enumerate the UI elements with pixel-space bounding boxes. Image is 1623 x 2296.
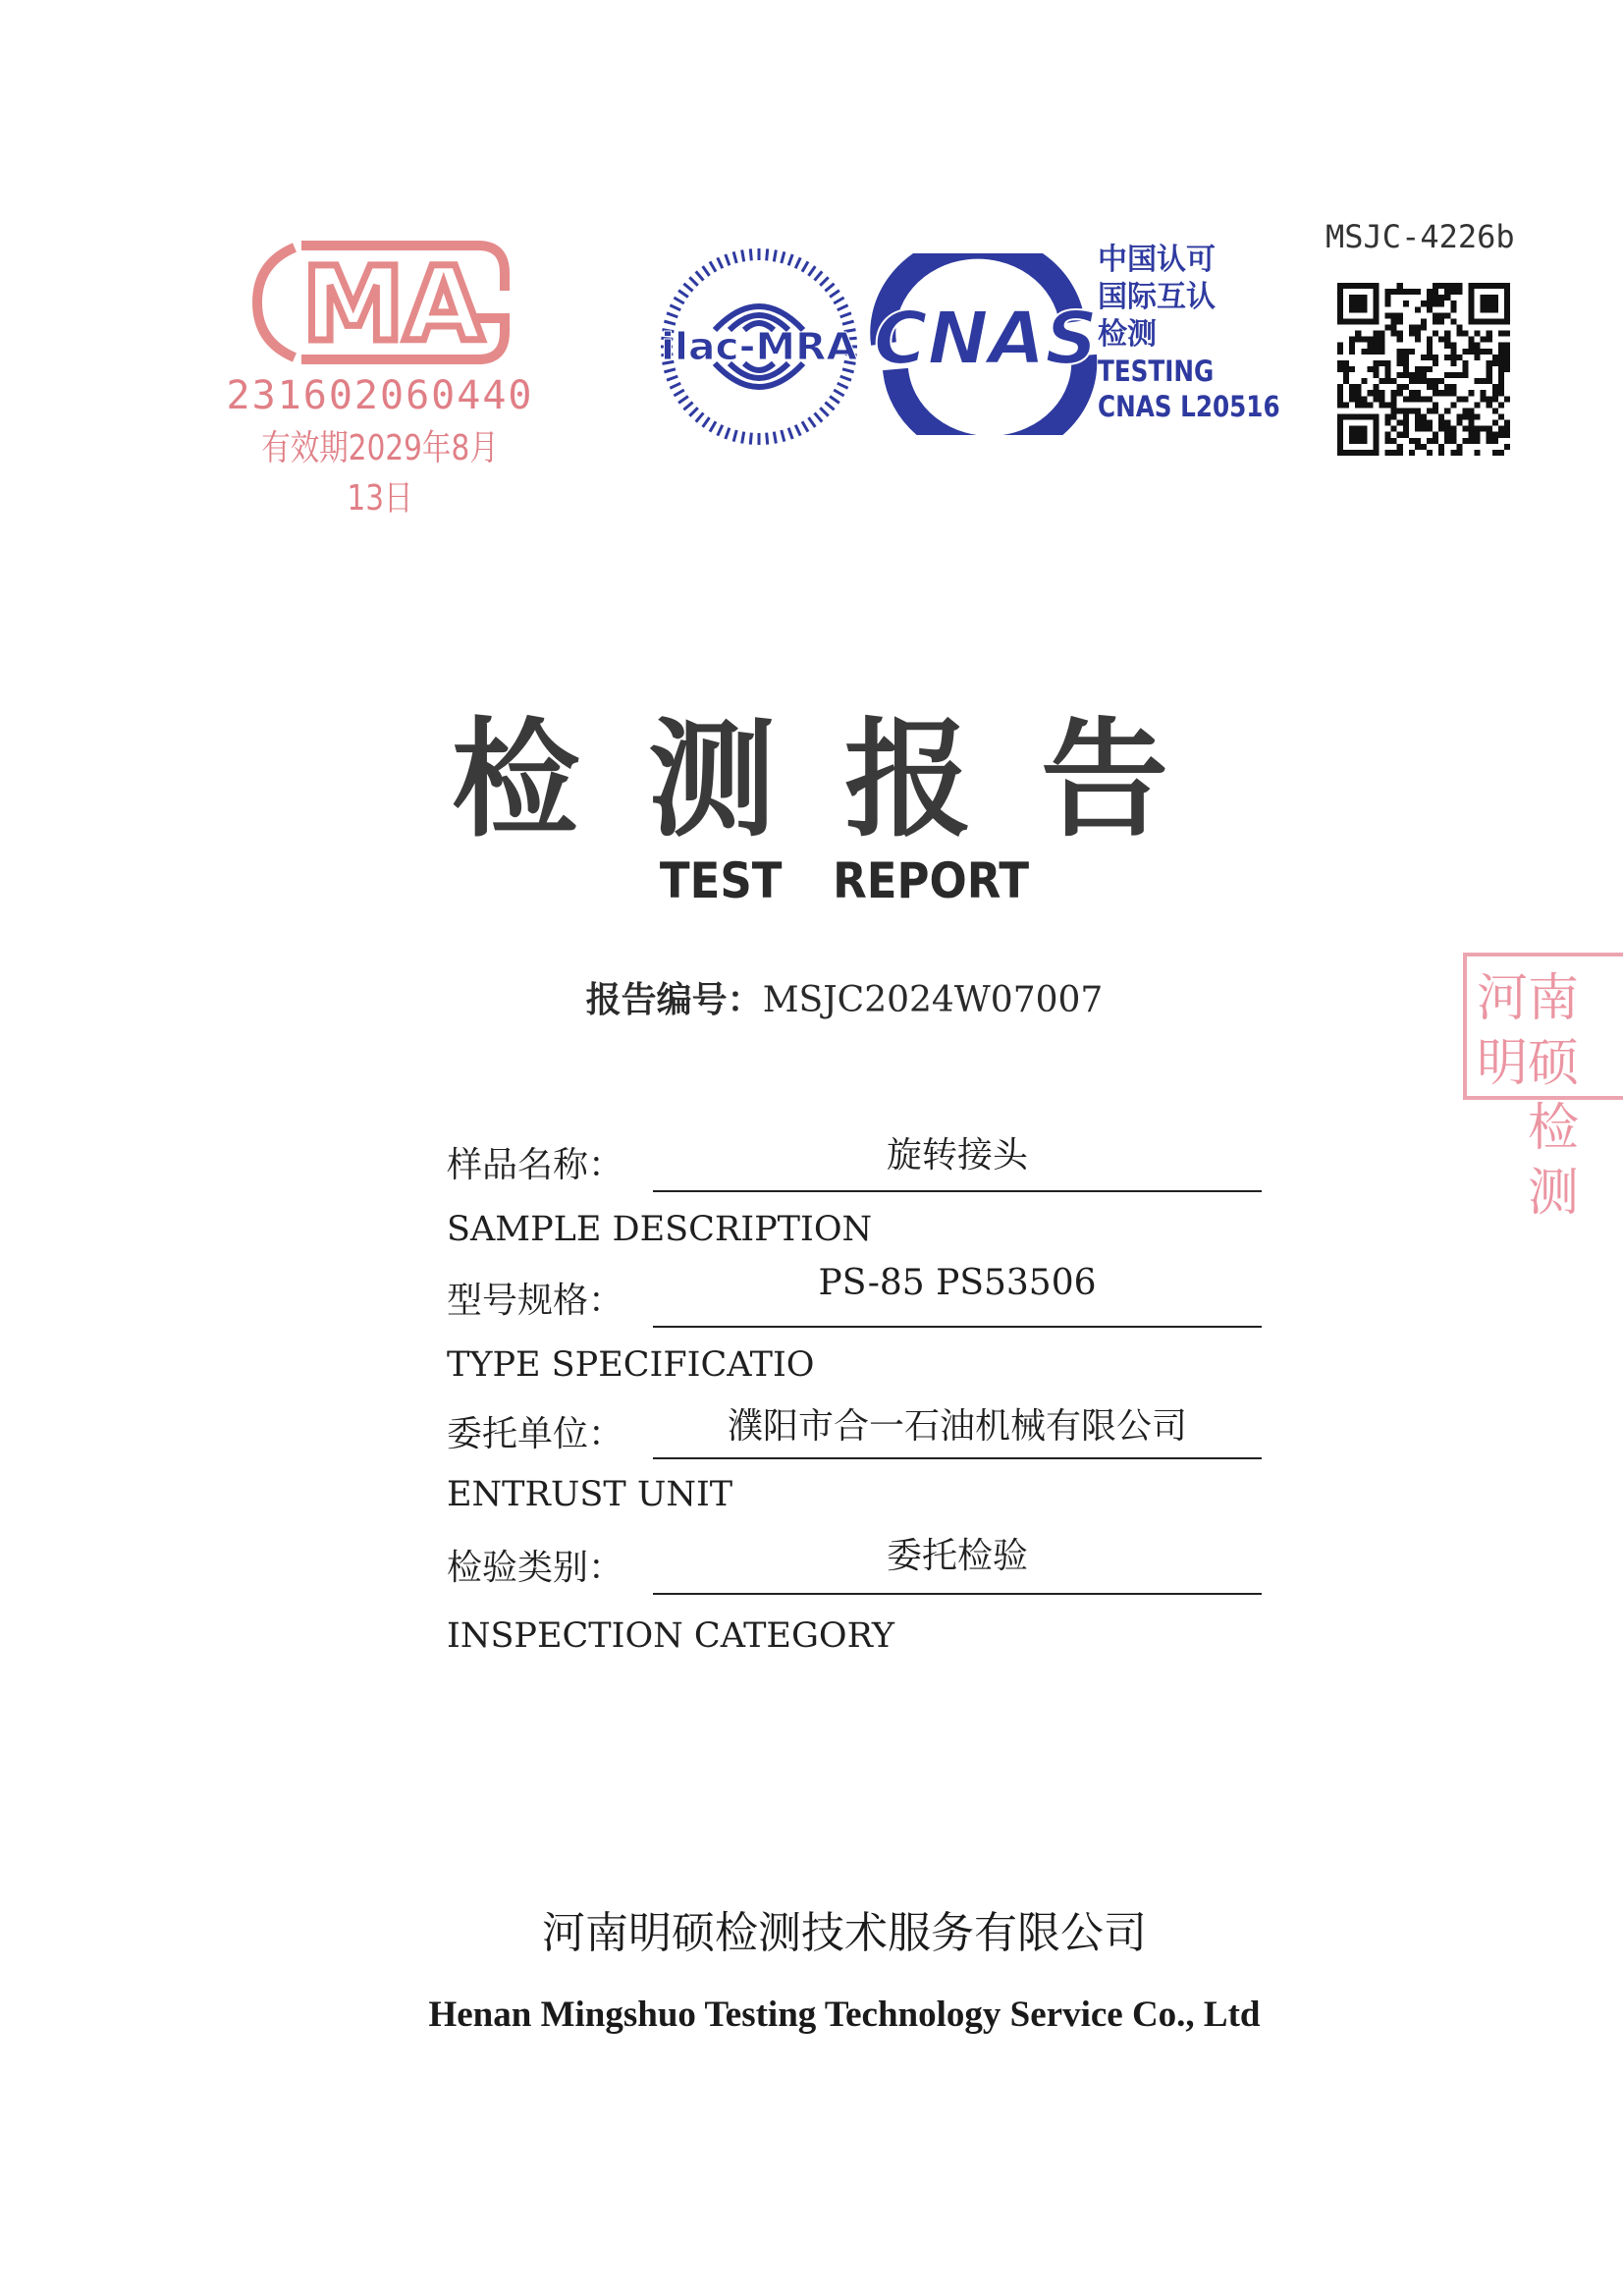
seal-line-2: 检测	[1528, 1099, 1580, 1223]
field-label-inspection-type: 检验类别：	[447, 1548, 624, 1588]
field-underline	[653, 1457, 1262, 1459]
field-en-type-specification: TYPE SPECIFICATIO	[447, 1345, 815, 1385]
cma-cert-number: 231602060440	[226, 373, 534, 418]
field-en-sample-description: SAMPLE DESCRIPTION	[447, 1210, 873, 1249]
cma-mark	[218, 234, 542, 519]
cnas-line-cn-2: 国际互认	[1098, 280, 1216, 314]
field-label-model: 型号规格：	[447, 1281, 624, 1321]
ilac-mra-logo-icon	[656, 244, 862, 450]
field-underline	[653, 1190, 1262, 1192]
report-number	[0, 972, 1623, 1022]
company-name-chinese: 河南明硕检测技术服务有限公司	[542, 1908, 1147, 1958]
ilac-mark-text: ilac-MRA	[661, 325, 858, 368]
company-name-english: Henan Mingshuo Testing Technology Service Co., Ltd	[428, 1995, 1261, 2035]
report-number-label: 报告编号：	[585, 980, 763, 1020]
document-code: MSJC-4226b	[1325, 218, 1515, 255]
cnas-line-number: CNAS L20516	[1098, 390, 1280, 423]
field-label-sample-name: 样品名称：	[447, 1145, 624, 1185]
cnas-logo-text: CNAS	[874, 297, 1098, 381]
cnas-line-cn-3: 检测	[1098, 317, 1157, 352]
field-value-model: PS-85 PS53506	[818, 1263, 1097, 1303]
title-chinese: 检测报告	[451, 704, 1237, 854]
field-value-sample-name: 旋转接头	[886, 1135, 1028, 1175]
qr-code-icon	[1337, 283, 1510, 456]
cnas-accreditation-text	[1098, 242, 1280, 424]
field-underline	[653, 1593, 1262, 1595]
cnas-logo-icon	[866, 253, 1102, 435]
field-en-inspection-category: INSPECTION CATEGORY	[447, 1616, 894, 1656]
company-seal	[1463, 953, 1623, 1223]
cma-validity: 有效期2029年8月13日	[261, 428, 499, 519]
cnas-line-cn-1: 中国认可	[1098, 243, 1216, 277]
cma-mark-text: MA	[302, 245, 483, 364]
field-en-entrust-unit: ENTRUST UNIT	[447, 1475, 733, 1514]
field-value-inspection-type: 委托检验	[886, 1536, 1028, 1576]
field-value-entrust-unit: 濮阳市合一石油机械有限公司	[727, 1406, 1187, 1447]
field-underline	[653, 1326, 1262, 1328]
cma-logo-icon	[247, 234, 513, 371]
title-english: TEST REPORT	[659, 852, 1030, 909]
cnas-line-testing: TESTING	[1098, 355, 1215, 388]
report-number-value: MSJC2024W07007	[762, 980, 1104, 1020]
field-label-entrust-unit: 委托单位：	[447, 1414, 624, 1454]
seal-line-1: 河南明硕	[1477, 969, 1580, 1093]
